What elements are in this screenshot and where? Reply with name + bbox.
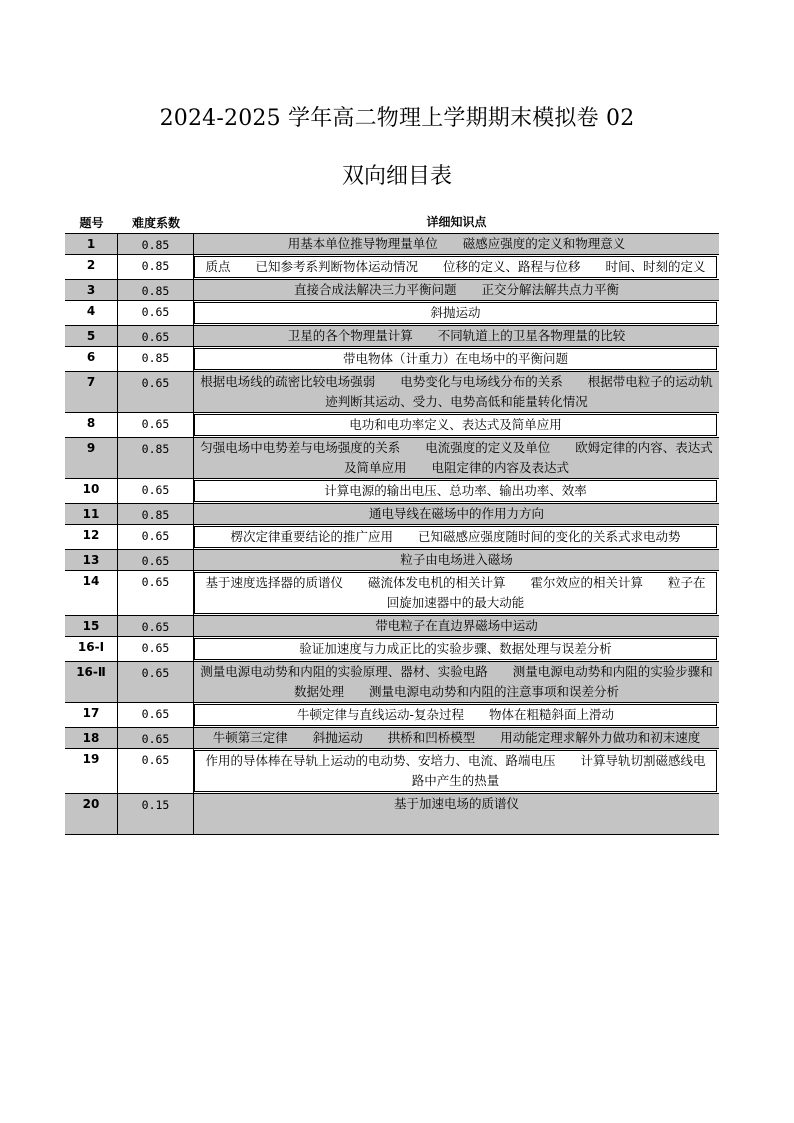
row-num: 19 bbox=[65, 749, 118, 793]
table-row bbox=[65, 478, 719, 503]
row-num: 16-Ⅱ bbox=[65, 662, 118, 702]
row-difficulty: 0.65 bbox=[118, 703, 194, 727]
header-difficulty: 难度系数 bbox=[131, 215, 180, 230]
row-num: 7 bbox=[65, 372, 118, 412]
row-knowledge: 斜抛运动 bbox=[194, 302, 717, 324]
row-knowledge: 通电导线在磁场中的作用力方向 bbox=[368, 506, 544, 521]
document-title: 2024-2025 学年高二物理上学期期末模拟卷 02 bbox=[159, 106, 635, 131]
table-row bbox=[65, 300, 719, 325]
table-row bbox=[65, 233, 719, 254]
row-num: 12 bbox=[65, 525, 118, 549]
row-knowledge: 匀强电场中电势差与电场强度的关系 电流强度的定义及单位 欧姆定律的内容、表达式及简单应用 电阻定律的内容及表达式 bbox=[200, 440, 713, 475]
header-knowledge: 详细知识点 bbox=[426, 215, 487, 229]
table-row bbox=[65, 702, 719, 727]
row-knowledge: 牛顿第三定律 斜抛运动 拱桥和凹桥模型 用动能定理求解外力做功和初末速度 bbox=[212, 730, 701, 745]
row-knowledge: 粒子由电场进入磁场 bbox=[400, 552, 513, 567]
table-row bbox=[65, 279, 719, 300]
row-difficulty: 0.65 bbox=[118, 301, 194, 325]
row-knowledge: 牛顿定律与直线运动-复杂过程 物体在粗糙斜面上滑动 bbox=[194, 704, 717, 726]
row-num: 4 bbox=[65, 301, 118, 325]
row-difficulty: 0.65 bbox=[118, 413, 194, 437]
table-row bbox=[65, 727, 719, 748]
row-difficulty: 0.85 bbox=[118, 347, 194, 371]
row-num: 17 bbox=[65, 703, 118, 727]
row-num: 10 bbox=[65, 479, 118, 503]
row-difficulty: 0.65 bbox=[118, 749, 194, 793]
row-num: 14 bbox=[65, 571, 118, 615]
row-difficulty: 0.85 bbox=[118, 504, 194, 524]
table-row bbox=[65, 748, 719, 793]
knowledge-table bbox=[65, 211, 719, 835]
table-row bbox=[65, 371, 719, 412]
row-difficulty: 0.65 bbox=[118, 372, 194, 412]
row-difficulty: 0.65 bbox=[118, 571, 194, 615]
row-num: 16-Ⅰ bbox=[65, 637, 118, 661]
row-knowledge: 直接合成法解决三力平衡问题 正交分解法解共点力平衡 bbox=[293, 282, 619, 297]
row-knowledge: 测量电源电动势和内阻的实验原理、器材、实验电路 测量电源电动势和内阻的实验步骤和数据处理 测量电源电动势和内阻的注意事项和误差分析 bbox=[200, 664, 713, 699]
row-knowledge: 基于速度选择器的质谱仪 磁流体发电机的相关计算 霍尔效应的相关计算 粒子在回旋加速器中的最大动能 bbox=[194, 572, 717, 614]
document-subtitle: 双向细目表 bbox=[341, 164, 452, 189]
row-num: 11 bbox=[65, 504, 118, 524]
header-num: 题号 bbox=[79, 215, 104, 230]
row-knowledge: 带电物体（计重力）在电场中的平衡问题 bbox=[194, 348, 717, 370]
row-num: 15 bbox=[65, 616, 118, 636]
row-difficulty: 0.65 bbox=[118, 525, 194, 549]
row-num: 1 bbox=[65, 234, 118, 254]
row-difficulty: 0.65 bbox=[118, 662, 194, 702]
row-knowledge: 基于加速电场的质谱仪 bbox=[393, 796, 519, 811]
row-num: 9 bbox=[65, 438, 118, 478]
row-difficulty: 0.65 bbox=[118, 479, 194, 503]
row-num: 8 bbox=[65, 413, 118, 437]
table-row bbox=[65, 661, 719, 702]
row-knowledge: 带电粒子在直边界磁场中运动 bbox=[375, 618, 538, 633]
row-difficulty: 0.65 bbox=[118, 637, 194, 661]
row-num: 5 bbox=[65, 326, 118, 346]
table-body bbox=[65, 233, 719, 834]
table-row bbox=[65, 325, 719, 346]
row-num: 3 bbox=[65, 280, 118, 300]
table-row bbox=[65, 615, 719, 636]
table-row bbox=[65, 549, 719, 570]
table-row bbox=[65, 437, 719, 478]
table-row bbox=[65, 412, 719, 437]
row-num: 2 bbox=[65, 255, 118, 279]
row-difficulty: 0.65 bbox=[118, 326, 194, 346]
row-difficulty: 0.65 bbox=[118, 728, 194, 748]
table-row bbox=[65, 503, 719, 524]
row-difficulty: 0.85 bbox=[118, 280, 194, 300]
table-row bbox=[65, 346, 719, 371]
row-difficulty: 0.65 bbox=[118, 550, 194, 570]
row-difficulty: 0.65 bbox=[118, 616, 194, 636]
row-knowledge: 用基本单位推导物理量单位 磁感应强度的定义和物理意义 bbox=[287, 236, 626, 251]
row-difficulty: 0.85 bbox=[118, 438, 194, 478]
row-knowledge: 卫星的各个物理量计算 不同轨道上的卫星各物理量的比较 bbox=[287, 328, 626, 343]
row-num: 13 bbox=[65, 550, 118, 570]
table-row bbox=[65, 570, 719, 615]
row-num: 20 bbox=[65, 794, 118, 834]
row-knowledge: 电功和电功率定义、表达式及简单应用 bbox=[194, 414, 717, 436]
table-row bbox=[65, 254, 719, 279]
row-knowledge: 楞次定律重要结论的推广应用 已知磁感应强度随时间的变化的关系式求电动势 bbox=[194, 526, 717, 548]
table-row bbox=[65, 636, 719, 661]
row-num: 6 bbox=[65, 347, 118, 371]
row-knowledge: 作用的导体棒在导轨上运动的电动势、安培力、电流、路端电压 计算导轨切割磁感线电路中产生的热量 bbox=[194, 750, 717, 792]
row-difficulty: 0.15 bbox=[118, 794, 194, 834]
row-knowledge: 根据电场线的疏密比较电场强弱 电势变化与电场线分布的关系 根据带电粒子的运动轨迹判断其运动、受力、电势高低和能量转化情况 bbox=[200, 374, 713, 409]
table-header bbox=[65, 211, 719, 233]
row-knowledge: 计算电源的输出电压、总功率、输出功率、效率 bbox=[194, 480, 717, 502]
row-knowledge: 验证加速度与力成正比的实验步骤、数据处理与误差分析 bbox=[194, 638, 717, 660]
row-num: 18 bbox=[65, 728, 118, 748]
row-difficulty: 0.85 bbox=[118, 255, 194, 279]
table-row bbox=[65, 793, 719, 834]
row-knowledge: 质点 已知参考系判断物体运动情况 位移的定义、路程与位移 时间、时刻的定义 bbox=[194, 256, 717, 278]
table-row bbox=[65, 524, 719, 549]
row-difficulty: 0.85 bbox=[118, 234, 194, 254]
